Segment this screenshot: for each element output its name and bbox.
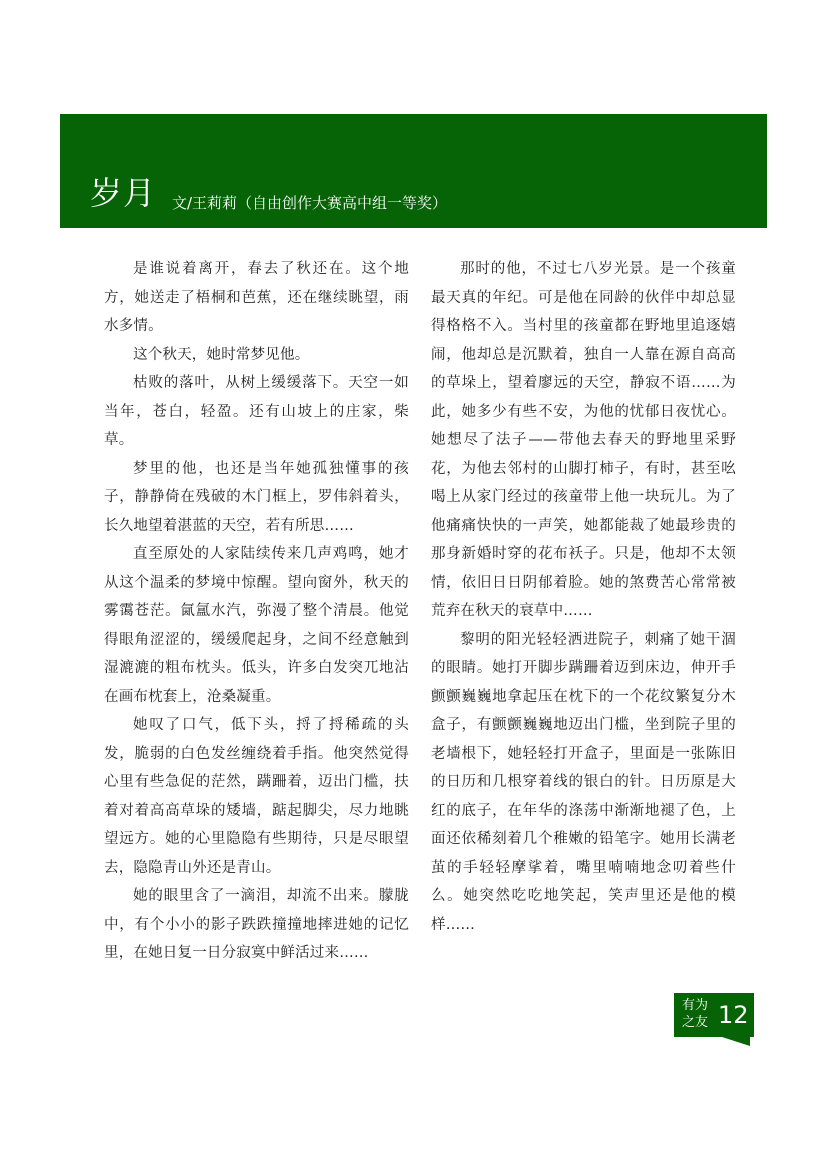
magazine-name: 有为之友 [681,998,708,1030]
paragraph: 她叹了口气，低下头，捋了捋稀疏的头发，脆弱的白色发丝缠绕着手指。他突然觉得心里有些急促的茫然，蹒跚着，迈出门槛，扶着对着高高草垛的矮墙，踮起脚尖，尽力地眺望远方。她的心里隐隐有些期待，只是尽眼望去，隐隐青山外还是青山。 [104,717,409,876]
paragraph: 是谁说着离开，春去了秋还在。这个地方，她送走了梧桐和芭蕉，还在继续眺望，雨水多情。 [104,261,409,334]
page-number: 12 [718,1001,749,1029]
badge-tail [722,1037,750,1046]
page-badge [674,993,754,1037]
right-column [431,255,736,939]
paragraph: 她的眼里含了一滴泪，却流不出来。朦胧中，有个小小的影子跌跌撞撞地摔进她的记忆里，在她日复一日分寂寞中鲜活过来…… [104,888,409,961]
paragraph: 这个秋天，她时常梦见他。 [133,346,310,363]
article-byline: 文/王莉莉（自由创作大赛高中组一等奖） [172,194,448,212]
paragraph: 直至原处的人家陆续传来几声鸡鸣，她才从这个温柔的梦境中惊醒。望向窗外，秋天的雾霭苍茫。氤氲水汽，弥漫了整个清晨。他觉得眼角涩涩的，缓缓爬起身，之间不经意触到湿漉漉的粗布枕头。低头，许多白发突兀地沾在画布枕套上，沧桑凝重。 [104,546,409,705]
article-title: 岁月 [90,174,157,212]
paragraph: 那时的他，不过七八岁光景。是一个孩童最天真的年纪。可是他在同龄的伙伴中却总显得格格不入。当村里的孩童都在野地里追逐嬉闹，他却总是沉默着，独自一人靠在源自高高的草垛上，望着廖远的天空，静寂不语……为此，她多少有些不安，为他的忧郁日夜忧心。她想尽了法子——带他去春天的野地里采野花，为他去邻村的山脚打柿子，有时，甚至吆喝上从家门经过的孩童带上他一块玩儿。为了他痛痛快快的一声笑，她都能裁了她最珍贵的那身新婚时穿的花布袄子。只是，他却不太领情，依旧日日阴郁着脸。她的煞费苦心常常被荒弃在秋天的衰草中…… [431,261,736,619]
paragraph: 梦里的他，也还是当年她孤独懂事的孩子，静静倚在残破的木门框上，罗伟斜着头，长久地望着湛蓝的天空，若有所思…… [104,460,409,534]
paragraph: 黎明的阳光轻轻洒进院子，刺痛了她干涸的眼睛。她打开脚步蹒跚着迈到床边，伸开手颤颤巍巍地拿起压在枕下的一个花纹繁复分木盒子，有颤颤巍巍地迈出门槛，坐到院子里的老墙根下，她轻轻打开盒子，里面是一张陈旧的日历和几根穿着线的银白的针。日历原是大红的底子，在年华的涤荡中渐渐地褪了色，上面还依稀刻着几个稚嫩的铅笔字。她用长满老茧的手轻轻摩挲着，嘴里喃喃地念叨着些什么。她突然吃吃地笑起，笑声里还是他的模样…… [431,631,736,933]
paragraph: 枯败的落叶，从树上缓缓落下。天空一如当年，苍白，轻盈。还有山坡上的庄家，柴草。 [104,375,409,448]
left-column [104,255,409,968]
